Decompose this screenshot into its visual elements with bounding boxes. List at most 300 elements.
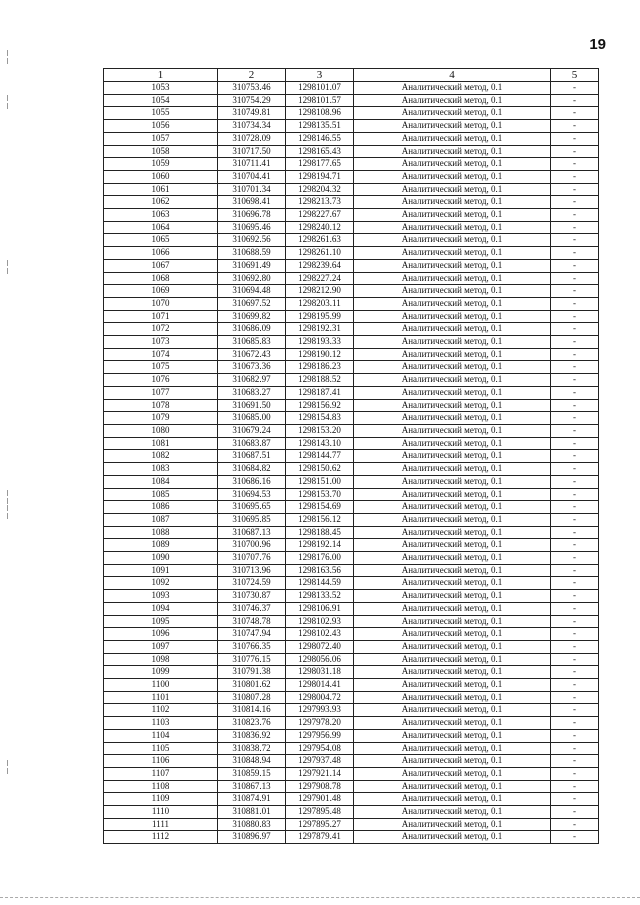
- x-coordinate-cell: 310695.65: [218, 501, 286, 514]
- y-coordinate-cell: 1298187.41: [286, 386, 354, 399]
- y-coordinate-cell: 1298188.52: [286, 374, 354, 387]
- method-cell: Аналитический метод, 0.1: [354, 501, 551, 514]
- table-row: [104, 831, 599, 844]
- y-coordinate-cell: 1297908.78: [286, 780, 354, 793]
- precision-cell: -: [551, 234, 599, 247]
- table-row: [104, 450, 599, 463]
- y-coordinate-cell: 1298154.69: [286, 501, 354, 514]
- table-row: [104, 348, 599, 361]
- x-coordinate-cell: 310746.37: [218, 602, 286, 615]
- x-coordinate-cell: 310687.13: [218, 526, 286, 539]
- x-coordinate-cell: 310686.09: [218, 323, 286, 336]
- precision-cell: -: [551, 780, 599, 793]
- x-coordinate-cell: 310801.62: [218, 679, 286, 692]
- x-coordinate-cell: 310747.94: [218, 628, 286, 641]
- y-coordinate-cell: 1297937.48: [286, 755, 354, 768]
- y-coordinate-cell: 1297895.27: [286, 818, 354, 831]
- precision-cell: -: [551, 463, 599, 476]
- x-coordinate-cell: 310807.28: [218, 691, 286, 704]
- precision-cell: -: [551, 513, 599, 526]
- precision-cell: -: [551, 590, 599, 603]
- header-col-2: 2: [218, 69, 286, 82]
- method-cell: Аналитический метод, 0.1: [354, 577, 551, 590]
- method-cell: Аналитический метод, 0.1: [354, 704, 551, 717]
- method-cell: Аналитический метод, 0.1: [354, 513, 551, 526]
- table-row: [104, 666, 599, 679]
- table-row: [104, 742, 599, 755]
- method-cell: Аналитический метод, 0.1: [354, 679, 551, 692]
- precision-cell: -: [551, 501, 599, 514]
- table-row: [104, 640, 599, 653]
- y-coordinate-cell: 1298143.10: [286, 437, 354, 450]
- table-row: [104, 196, 599, 209]
- point-number-cell: 1056: [104, 120, 218, 133]
- table-row: [104, 679, 599, 692]
- table-row: [104, 793, 599, 806]
- y-coordinate-cell: 1297901.48: [286, 793, 354, 806]
- x-coordinate-cell: 310694.53: [218, 488, 286, 501]
- x-coordinate-cell: 310766.35: [218, 640, 286, 653]
- y-coordinate-cell: 1298213.73: [286, 196, 354, 209]
- precision-cell: -: [551, 399, 599, 412]
- table-row: [104, 374, 599, 387]
- method-cell: Аналитический метод, 0.1: [354, 729, 551, 742]
- x-coordinate-cell: 310682.97: [218, 374, 286, 387]
- y-coordinate-cell: 1298193.33: [286, 336, 354, 349]
- y-coordinate-cell: 1298239.64: [286, 259, 354, 272]
- table-row: [104, 145, 599, 158]
- y-coordinate-cell: 1298203.11: [286, 297, 354, 310]
- table-row: [104, 704, 599, 717]
- table-row: [104, 132, 599, 145]
- x-coordinate-cell: 310713.96: [218, 564, 286, 577]
- precision-cell: -: [551, 120, 599, 133]
- y-coordinate-cell: 1298163.56: [286, 564, 354, 577]
- table-row: [104, 818, 599, 831]
- x-coordinate-cell: 310692.80: [218, 272, 286, 285]
- x-coordinate-cell: 310896.97: [218, 831, 286, 844]
- method-cell: Аналитический метод, 0.1: [354, 272, 551, 285]
- x-coordinate-cell: 310754.29: [218, 94, 286, 107]
- method-cell: Аналитический метод, 0.1: [354, 526, 551, 539]
- method-cell: Аналитический метод, 0.1: [354, 259, 551, 272]
- x-coordinate-cell: 310694.48: [218, 285, 286, 298]
- y-coordinate-cell: 1298192.14: [286, 539, 354, 552]
- precision-cell: -: [551, 450, 599, 463]
- y-coordinate-cell: 1298108.96: [286, 107, 354, 120]
- x-coordinate-cell: 310881.01: [218, 806, 286, 819]
- point-number-cell: 1072: [104, 323, 218, 336]
- point-number-cell: 1108: [104, 780, 218, 793]
- method-cell: Аналитический метод, 0.1: [354, 780, 551, 793]
- table-row: [104, 577, 599, 590]
- method-cell: Аналитический метод, 0.1: [354, 386, 551, 399]
- precision-cell: -: [551, 615, 599, 628]
- x-coordinate-cell: 310836.92: [218, 729, 286, 742]
- table-row: [104, 806, 599, 819]
- point-number-cell: 1111: [104, 818, 218, 831]
- method-cell: Аналитический метод, 0.1: [354, 463, 551, 476]
- precision-cell: -: [551, 145, 599, 158]
- method-cell: Аналитический метод, 0.1: [354, 666, 551, 679]
- point-number-cell: 1076: [104, 374, 218, 387]
- x-coordinate-cell: 310749.81: [218, 107, 286, 120]
- x-coordinate-cell: 310838.72: [218, 742, 286, 755]
- method-cell: Аналитический метод, 0.1: [354, 348, 551, 361]
- table-row: [104, 82, 599, 95]
- precision-cell: -: [551, 717, 599, 730]
- precision-cell: -: [551, 94, 599, 107]
- y-coordinate-cell: 1298204.32: [286, 183, 354, 196]
- method-cell: Аналитический метод, 0.1: [354, 247, 551, 260]
- method-cell: Аналитический метод, 0.1: [354, 717, 551, 730]
- x-coordinate-cell: 310707.76: [218, 552, 286, 565]
- y-coordinate-cell: 1297954.08: [286, 742, 354, 755]
- table-row: [104, 501, 599, 514]
- method-cell: Аналитический метод, 0.1: [354, 640, 551, 653]
- point-number-cell: 1095: [104, 615, 218, 628]
- table-row: [104, 552, 599, 565]
- y-coordinate-cell: 1298151.00: [286, 475, 354, 488]
- y-coordinate-cell: 1298192.31: [286, 323, 354, 336]
- table-row: [104, 526, 599, 539]
- table-row: [104, 386, 599, 399]
- precision-cell: -: [551, 361, 599, 374]
- table-row: [104, 183, 599, 196]
- table-row: [104, 107, 599, 120]
- table-row: [104, 513, 599, 526]
- method-cell: Аналитический метод, 0.1: [354, 564, 551, 577]
- table-row: [104, 412, 599, 425]
- y-coordinate-cell: 1298144.77: [286, 450, 354, 463]
- point-number-cell: 1094: [104, 602, 218, 615]
- x-coordinate-cell: 310672.43: [218, 348, 286, 361]
- point-number-cell: 1088: [104, 526, 218, 539]
- y-coordinate-cell: 1298153.70: [286, 488, 354, 501]
- y-coordinate-cell: 1298195.99: [286, 310, 354, 323]
- y-coordinate-cell: 1298004.72: [286, 691, 354, 704]
- point-number-cell: 1054: [104, 94, 218, 107]
- y-coordinate-cell: 1298177.65: [286, 158, 354, 171]
- y-coordinate-cell: 1297978.20: [286, 717, 354, 730]
- point-number-cell: 1083: [104, 463, 218, 476]
- x-coordinate-cell: 310717.50: [218, 145, 286, 158]
- method-cell: Аналитический метод, 0.1: [354, 412, 551, 425]
- method-cell: Аналитический метод, 0.1: [354, 424, 551, 437]
- precision-cell: -: [551, 564, 599, 577]
- precision-cell: -: [551, 806, 599, 819]
- table-row: [104, 310, 599, 323]
- y-coordinate-cell: 1298031.18: [286, 666, 354, 679]
- y-coordinate-cell: 1298194.71: [286, 170, 354, 183]
- table-row: [104, 399, 599, 412]
- y-coordinate-cell: 1298186.23: [286, 361, 354, 374]
- point-number-cell: 1064: [104, 221, 218, 234]
- y-coordinate-cell: 1298227.67: [286, 209, 354, 222]
- method-cell: Аналитический метод, 0.1: [354, 361, 551, 374]
- point-number-cell: 1066: [104, 247, 218, 260]
- y-coordinate-cell: 1298188.45: [286, 526, 354, 539]
- precision-cell: -: [551, 539, 599, 552]
- precision-cell: -: [551, 107, 599, 120]
- precision-cell: -: [551, 412, 599, 425]
- y-coordinate-cell: 1298135.51: [286, 120, 354, 133]
- x-coordinate-cell: 310724.59: [218, 577, 286, 590]
- x-coordinate-cell: 310711.41: [218, 158, 286, 171]
- x-coordinate-cell: 310728.09: [218, 132, 286, 145]
- point-number-cell: 1059: [104, 158, 218, 171]
- point-number-cell: 1097: [104, 640, 218, 653]
- y-coordinate-cell: 1298165.43: [286, 145, 354, 158]
- precision-cell: -: [551, 348, 599, 361]
- table-row: [104, 323, 599, 336]
- y-coordinate-cell: 1298056.06: [286, 653, 354, 666]
- table-row: [104, 424, 599, 437]
- method-cell: Аналитический метод, 0.1: [354, 374, 551, 387]
- point-number-cell: 1055: [104, 107, 218, 120]
- point-number-cell: 1067: [104, 259, 218, 272]
- point-number-cell: 1105: [104, 742, 218, 755]
- precision-cell: -: [551, 437, 599, 450]
- x-coordinate-cell: 310683.87: [218, 437, 286, 450]
- precision-cell: -: [551, 132, 599, 145]
- precision-cell: -: [551, 577, 599, 590]
- method-cell: Аналитический метод, 0.1: [354, 170, 551, 183]
- method-cell: Аналитический метод, 0.1: [354, 94, 551, 107]
- precision-cell: -: [551, 221, 599, 234]
- x-coordinate-cell: 310748.78: [218, 615, 286, 628]
- y-coordinate-cell: 1297993.93: [286, 704, 354, 717]
- header-col-5: 5: [551, 69, 599, 82]
- table-row: [104, 158, 599, 171]
- method-cell: Аналитический метод, 0.1: [354, 602, 551, 615]
- table-row: [104, 564, 599, 577]
- method-cell: Аналитический метод, 0.1: [354, 488, 551, 501]
- precision-cell: -: [551, 209, 599, 222]
- x-coordinate-cell: 310791.38: [218, 666, 286, 679]
- x-coordinate-cell: 310776.15: [218, 653, 286, 666]
- precision-cell: -: [551, 259, 599, 272]
- table-row: [104, 297, 599, 310]
- precision-cell: -: [551, 818, 599, 831]
- table-row: [104, 780, 599, 793]
- method-cell: Аналитический метод, 0.1: [354, 539, 551, 552]
- x-coordinate-cell: 310688.59: [218, 247, 286, 260]
- x-coordinate-cell: 310685.00: [218, 412, 286, 425]
- method-cell: Аналитический метод, 0.1: [354, 209, 551, 222]
- method-cell: Аналитический метод, 0.1: [354, 437, 551, 450]
- table-row: [104, 94, 599, 107]
- method-cell: Аналитический метод, 0.1: [354, 806, 551, 819]
- y-coordinate-cell: 1298190.12: [286, 348, 354, 361]
- x-coordinate-cell: 310696.78: [218, 209, 286, 222]
- point-number-cell: 1092: [104, 577, 218, 590]
- method-cell: Аналитический метод, 0.1: [354, 742, 551, 755]
- table-row: [104, 336, 599, 349]
- point-number-cell: 1053: [104, 82, 218, 95]
- precision-cell: -: [551, 793, 599, 806]
- table-row: [104, 234, 599, 247]
- table-row: [104, 361, 599, 374]
- point-number-cell: 1057: [104, 132, 218, 145]
- precision-cell: -: [551, 285, 599, 298]
- table-row: [104, 729, 599, 742]
- table-row: [104, 170, 599, 183]
- table-row: [104, 437, 599, 450]
- point-number-cell: 1071: [104, 310, 218, 323]
- point-number-cell: 1075: [104, 361, 218, 374]
- x-coordinate-cell: 310686.16: [218, 475, 286, 488]
- precision-cell: -: [551, 831, 599, 844]
- point-number-cell: 1074: [104, 348, 218, 361]
- precision-cell: -: [551, 679, 599, 692]
- method-cell: Аналитический метод, 0.1: [354, 82, 551, 95]
- point-number-cell: 1098: [104, 653, 218, 666]
- coordinates-table: [103, 68, 599, 844]
- x-coordinate-cell: 310695.85: [218, 513, 286, 526]
- point-number-cell: 1093: [104, 590, 218, 603]
- y-coordinate-cell: 1298102.43: [286, 628, 354, 641]
- left-margin-marks: [7, 0, 9, 905]
- method-cell: Аналитический метод, 0.1: [354, 552, 551, 565]
- y-coordinate-cell: 1298014.41: [286, 679, 354, 692]
- x-coordinate-cell: 310695.46: [218, 221, 286, 234]
- method-cell: Аналитический метод, 0.1: [354, 475, 551, 488]
- y-coordinate-cell: 1298156.12: [286, 513, 354, 526]
- method-cell: Аналитический метод, 0.1: [354, 158, 551, 171]
- method-cell: Аналитический метод, 0.1: [354, 653, 551, 666]
- y-coordinate-cell: 1298176.00: [286, 552, 354, 565]
- precision-cell: -: [551, 628, 599, 641]
- y-coordinate-cell: 1297895.48: [286, 806, 354, 819]
- precision-cell: -: [551, 374, 599, 387]
- method-cell: Аналитический метод, 0.1: [354, 310, 551, 323]
- x-coordinate-cell: 310691.50: [218, 399, 286, 412]
- table-row: [104, 767, 599, 780]
- x-coordinate-cell: 310701.34: [218, 183, 286, 196]
- method-cell: Аналитический метод, 0.1: [354, 399, 551, 412]
- x-coordinate-cell: 310687.51: [218, 450, 286, 463]
- x-coordinate-cell: 310730.87: [218, 590, 286, 603]
- table-row: [104, 120, 599, 133]
- precision-cell: -: [551, 742, 599, 755]
- x-coordinate-cell: 310683.27: [218, 386, 286, 399]
- point-number-cell: 1103: [104, 717, 218, 730]
- point-number-cell: 1109: [104, 793, 218, 806]
- x-coordinate-cell: 310698.41: [218, 196, 286, 209]
- x-coordinate-cell: 310673.36: [218, 361, 286, 374]
- precision-cell: -: [551, 297, 599, 310]
- precision-cell: -: [551, 310, 599, 323]
- y-coordinate-cell: 1298156.92: [286, 399, 354, 412]
- y-coordinate-cell: 1297921.14: [286, 767, 354, 780]
- method-cell: Аналитический метод, 0.1: [354, 818, 551, 831]
- point-number-cell: 1073: [104, 336, 218, 349]
- method-cell: Аналитический метод, 0.1: [354, 831, 551, 844]
- point-number-cell: 1090: [104, 552, 218, 565]
- y-coordinate-cell: 1298212.90: [286, 285, 354, 298]
- point-number-cell: 1089: [104, 539, 218, 552]
- x-coordinate-cell: 310684.82: [218, 463, 286, 476]
- x-coordinate-cell: 310753.46: [218, 82, 286, 95]
- table-row: [104, 717, 599, 730]
- precision-cell: -: [551, 526, 599, 539]
- point-number-cell: 1100: [104, 679, 218, 692]
- precision-cell: -: [551, 640, 599, 653]
- point-number-cell: 1085: [104, 488, 218, 501]
- x-coordinate-cell: 310823.76: [218, 717, 286, 730]
- point-number-cell: 1079: [104, 412, 218, 425]
- table-row: [104, 209, 599, 222]
- y-coordinate-cell: 1298150.62: [286, 463, 354, 476]
- table-row: [104, 272, 599, 285]
- x-coordinate-cell: 310874.91: [218, 793, 286, 806]
- x-coordinate-cell: 310685.83: [218, 336, 286, 349]
- method-cell: Аналитический метод, 0.1: [354, 196, 551, 209]
- precision-cell: -: [551, 704, 599, 717]
- precision-cell: -: [551, 336, 599, 349]
- y-coordinate-cell: 1298261.10: [286, 247, 354, 260]
- table-row: [104, 539, 599, 552]
- point-number-cell: 1099: [104, 666, 218, 679]
- point-number-cell: 1110: [104, 806, 218, 819]
- y-coordinate-cell: 1298102.93: [286, 615, 354, 628]
- x-coordinate-cell: 310848.94: [218, 755, 286, 768]
- point-number-cell: 1080: [104, 424, 218, 437]
- point-number-cell: 1061: [104, 183, 218, 196]
- point-number-cell: 1069: [104, 285, 218, 298]
- y-coordinate-cell: 1298106.91: [286, 602, 354, 615]
- precision-cell: -: [551, 666, 599, 679]
- precision-cell: -: [551, 272, 599, 285]
- table-row: [104, 463, 599, 476]
- y-coordinate-cell: 1297879.41: [286, 831, 354, 844]
- x-coordinate-cell: 310697.52: [218, 297, 286, 310]
- table-row: [104, 221, 599, 234]
- table-row: [104, 247, 599, 260]
- point-number-cell: 1086: [104, 501, 218, 514]
- x-coordinate-cell: 310699.82: [218, 310, 286, 323]
- method-cell: Аналитический метод, 0.1: [354, 323, 551, 336]
- precision-cell: -: [551, 170, 599, 183]
- y-coordinate-cell: 1298153.20: [286, 424, 354, 437]
- table-body: [104, 82, 599, 844]
- method-cell: Аналитический метод, 0.1: [354, 183, 551, 196]
- precision-cell: -: [551, 247, 599, 260]
- page-number: 19: [589, 36, 606, 53]
- table-header-row: [104, 69, 599, 82]
- y-coordinate-cell: 1298144.59: [286, 577, 354, 590]
- y-coordinate-cell: 1298240.12: [286, 221, 354, 234]
- point-number-cell: 1084: [104, 475, 218, 488]
- x-coordinate-cell: 310867.13: [218, 780, 286, 793]
- precision-cell: -: [551, 653, 599, 666]
- header-col-1: 1: [104, 69, 218, 82]
- y-coordinate-cell: 1298101.57: [286, 94, 354, 107]
- table-row: [104, 755, 599, 768]
- point-number-cell: 1096: [104, 628, 218, 641]
- x-coordinate-cell: 310734.34: [218, 120, 286, 133]
- point-number-cell: 1091: [104, 564, 218, 577]
- table-row: [104, 590, 599, 603]
- method-cell: Аналитический метод, 0.1: [354, 297, 551, 310]
- table-row: [104, 653, 599, 666]
- precision-cell: -: [551, 183, 599, 196]
- method-cell: Аналитический метод, 0.1: [354, 615, 551, 628]
- y-coordinate-cell: 1298261.63: [286, 234, 354, 247]
- table-row: [104, 259, 599, 272]
- precision-cell: -: [551, 424, 599, 437]
